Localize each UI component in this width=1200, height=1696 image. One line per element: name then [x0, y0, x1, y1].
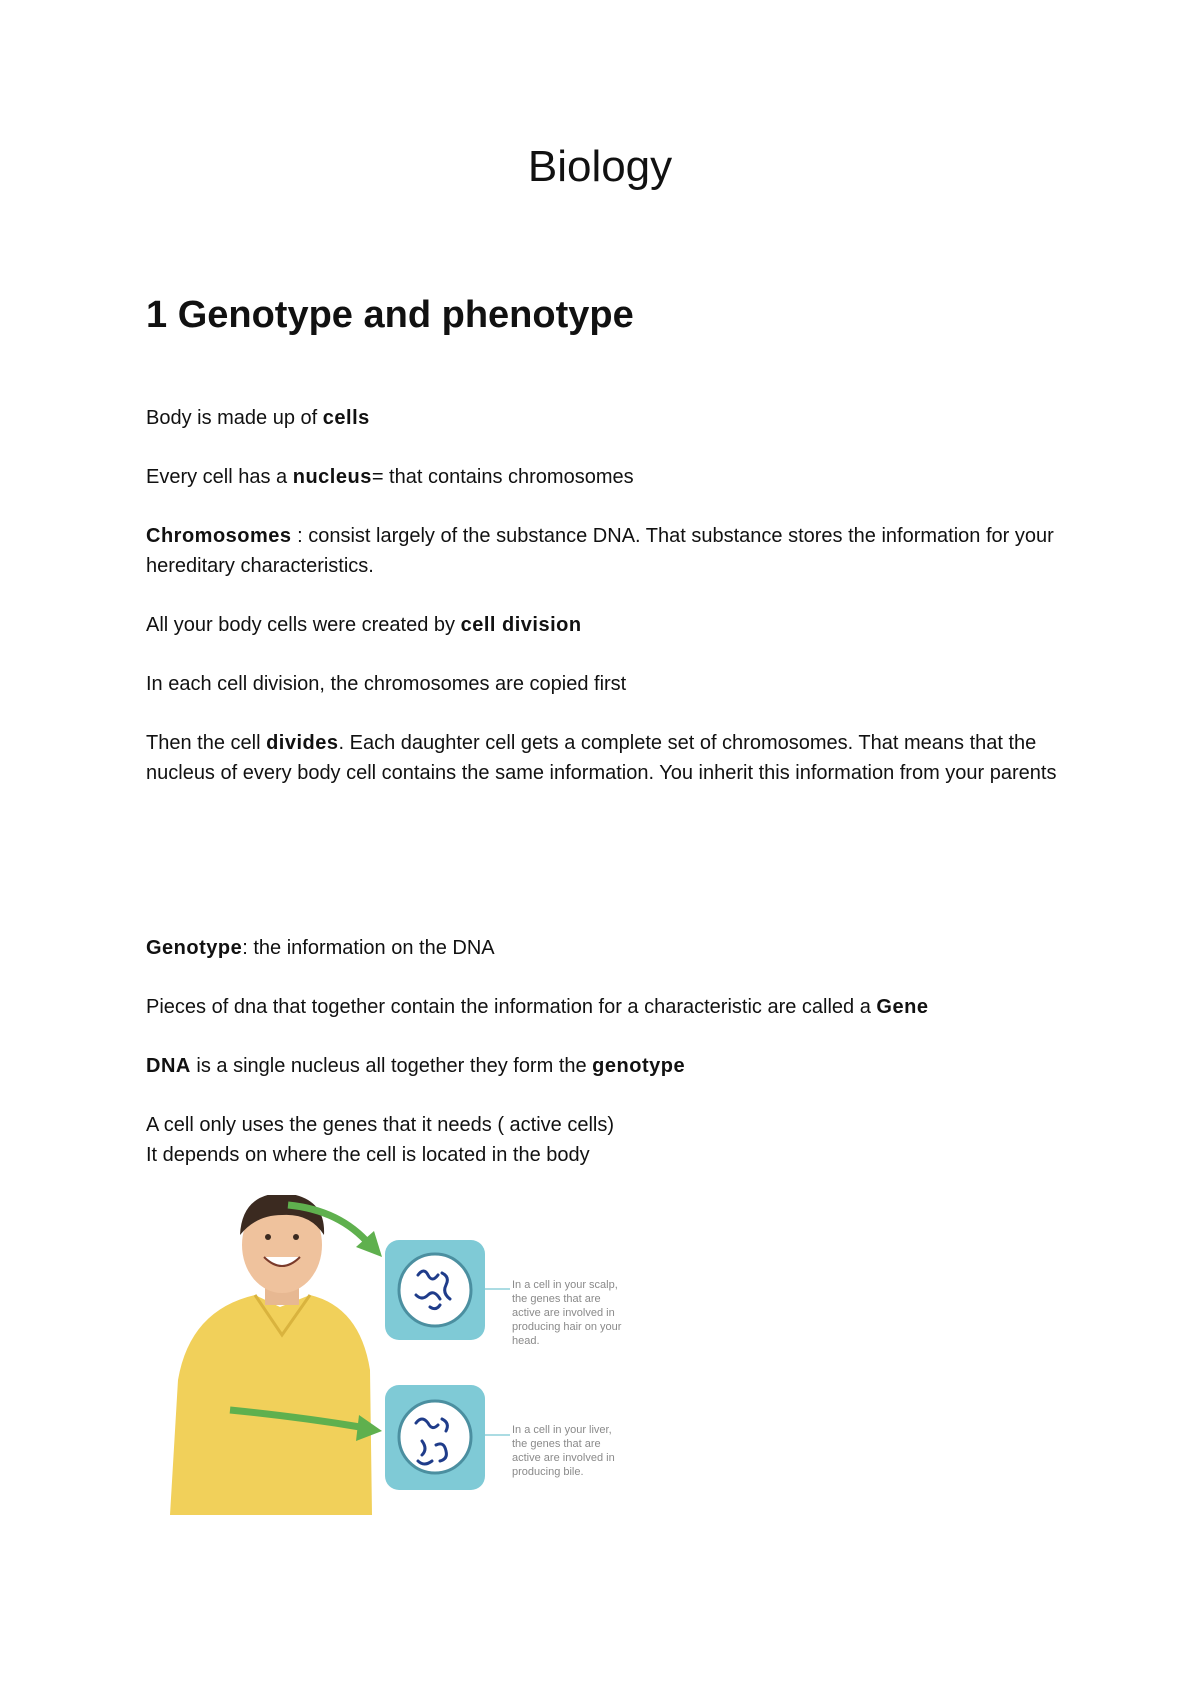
paragraph-gene	[146, 992, 1086, 1022]
paragraph-cells	[146, 403, 1086, 433]
bold-term: cells	[322, 407, 370, 429]
bold-term: Chromosomes	[146, 525, 292, 547]
sweater-shape	[170, 1295, 372, 1515]
bold-term: DNA	[146, 1055, 191, 1077]
text: Then the cell	[146, 732, 267, 754]
bold-term: Gene	[876, 996, 929, 1018]
paragraph-divides	[146, 728, 1086, 788]
text: It depends on where the cell is located in the body	[146, 1144, 590, 1166]
text: : the information on the DNA	[242, 937, 495, 959]
eye-shape	[265, 1234, 271, 1240]
text: = that contains chromosomes	[371, 466, 634, 488]
caption-liver-cell: In a cell in your liver, the genes that are active are involved in producing bile.	[512, 1424, 615, 1478]
text: Every cell has a	[146, 466, 293, 488]
bold-term: nucleus	[292, 466, 372, 488]
scalp-cell-nucleus	[399, 1254, 471, 1326]
text: A cell only uses the genes that it needs ( active cells)	[146, 1114, 615, 1136]
section-heading: 1 Genotype and phenotype	[146, 294, 634, 336]
paragraph-nucleus	[146, 462, 1086, 492]
text: In each cell division, the chromosomes are copied first	[146, 673, 627, 695]
paragraph-copied	[146, 669, 1086, 699]
text: Pieces of dna that together contain the information for a characteristic are called a	[146, 996, 877, 1018]
paragraph-active-genes	[146, 1110, 1086, 1170]
paragraph-genotype	[146, 933, 1086, 963]
paragraph-chromosomes	[146, 521, 1086, 581]
text: Body is made up of	[146, 407, 323, 429]
gene-expression-figure	[160, 1195, 630, 1525]
caption-scalp-cell: In a cell in your scalp, the genes that are active are involved in producing hair on your head.	[512, 1279, 622, 1347]
text: All your body cells were created by	[146, 614, 461, 636]
eye-shape	[293, 1234, 299, 1240]
bold-term: cell division	[460, 614, 582, 636]
text: . Each daughter cell gets a complete set of chromosomes. That means that the nucleus of every body cell contains the same information. You inherit this information from your parents	[146, 732, 1057, 784]
paragraph-dna	[146, 1051, 1086, 1081]
bold-term: genotype	[592, 1055, 686, 1077]
bold-term: divides	[266, 732, 339, 754]
bold-term: Genotype	[146, 937, 243, 959]
paragraph-cell-division	[146, 610, 1086, 640]
liver-cell-nucleus	[399, 1401, 471, 1473]
text: is a single nucleus all together they form the	[190, 1055, 593, 1077]
text: : consist largely of the substance DNA. That substance stores the information for your hereditary characteristics.	[146, 525, 1054, 577]
document-title: Biology	[527, 142, 673, 191]
